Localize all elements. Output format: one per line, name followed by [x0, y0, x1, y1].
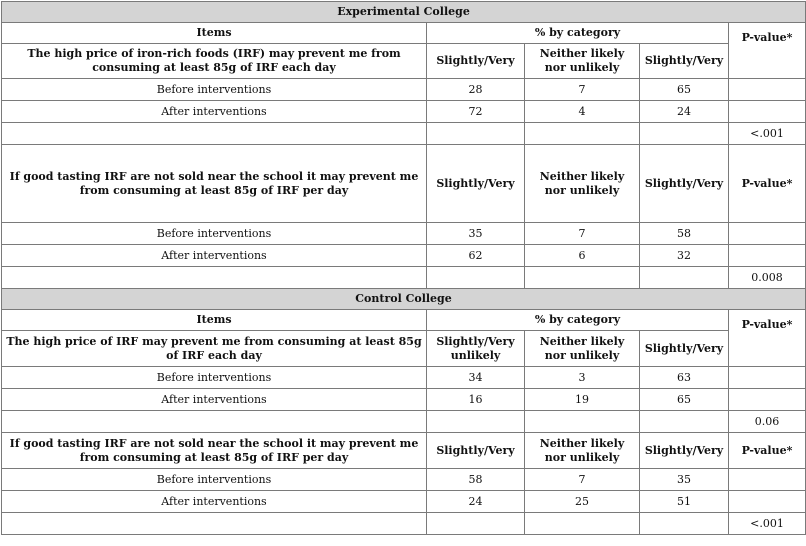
empty-cell: [2, 123, 427, 145]
value-cell: 7: [525, 223, 640, 245]
value-cell: 65: [640, 79, 729, 101]
row-label: Before interventions: [2, 79, 427, 101]
value-cell: 4: [525, 101, 640, 123]
row-label: Before interventions: [2, 469, 427, 491]
value-cell: 62: [427, 245, 525, 267]
empty-cell: [525, 513, 640, 535]
empty-cell: [525, 267, 640, 289]
table-row: [2, 79, 806, 101]
empty-cell: [729, 101, 806, 123]
category-slightly-very: Slightly/Very: [427, 433, 525, 469]
value-cell: 72: [427, 101, 525, 123]
category-neither: Neither likely nor unlikely: [525, 44, 640, 79]
value-cell: 58: [640, 223, 729, 245]
table-row: [2, 367, 806, 389]
empty-cell: [2, 411, 427, 433]
empty-cell: [427, 513, 525, 535]
table-row: [2, 389, 806, 411]
value-cell: 25: [525, 491, 640, 513]
pvalue-cell: 0.008: [729, 267, 806, 289]
value-cell: 35: [427, 223, 525, 245]
table-row: [2, 491, 806, 513]
row-label: After interventions: [2, 491, 427, 513]
control-section-title: Control College: [2, 289, 806, 310]
empty-cell: [729, 491, 806, 513]
empty-cell: [640, 513, 729, 535]
value-cell: 51: [640, 491, 729, 513]
category-neither: Neither likely nor unlikely: [525, 331, 640, 367]
value-cell: 65: [640, 389, 729, 411]
value-cell: 24: [640, 101, 729, 123]
results-table: [1, 1, 806, 535]
empty-cell: [729, 389, 806, 411]
value-cell: 3: [525, 367, 640, 389]
empty-cell: [640, 411, 729, 433]
items-header: Items: [2, 310, 427, 331]
items-header: Items: [2, 23, 427, 44]
empty-cell: [729, 367, 806, 389]
category-neither: Neither likely nor unlikely: [525, 145, 640, 223]
empty-cell: [525, 411, 640, 433]
value-cell: 7: [525, 79, 640, 101]
category-neither: Neither likely nor unlikely: [525, 433, 640, 469]
value-cell: 24: [427, 491, 525, 513]
value-cell: 28: [427, 79, 525, 101]
question-cell: The high price of iron-rich foods (IRF) may prevent me from consuming at least 85g of IRF each day: [2, 44, 427, 79]
value-cell: 63: [640, 367, 729, 389]
value-cell: 19: [525, 389, 640, 411]
question-cell: The high price of IRF may prevent me from consuming at least 85g of IRF each day: [2, 331, 427, 367]
category-slightly-very: Slightly/Very: [640, 44, 729, 79]
table-row: [2, 469, 806, 491]
empty-cell: [525, 123, 640, 145]
pvalue-header: P-value*: [729, 433, 806, 469]
row-label: After interventions: [2, 389, 427, 411]
pvalue-header: P-value*: [729, 310, 806, 367]
empty-cell: [2, 267, 427, 289]
category-slightly-very: Slightly/Very: [640, 331, 729, 367]
pvalue-header: P-value*: [729, 145, 806, 223]
value-cell: 58: [427, 469, 525, 491]
category-slightly-very: Slightly/Very: [640, 433, 729, 469]
empty-cell: [640, 267, 729, 289]
row-label: After interventions: [2, 245, 427, 267]
pvalue-header: P-value*: [729, 23, 806, 79]
empty-cell: [2, 513, 427, 535]
value-cell: 7: [525, 469, 640, 491]
table-row: [2, 223, 806, 245]
empty-cell: [729, 79, 806, 101]
empty-cell: [427, 123, 525, 145]
question-cell: If good tasting IRF are not sold near the school it may prevent me from consuming at least 85g of IRF per day: [2, 145, 427, 223]
value-cell: 6: [525, 245, 640, 267]
empty-cell: [427, 267, 525, 289]
category-slightly-very: Slightly/Very: [427, 44, 525, 79]
table-row: [2, 101, 806, 123]
question-cell: If good tasting IRF are not sold near the school it may prevent me from consuming at least 85g of IRF per day: [2, 433, 427, 469]
value-cell: 35: [640, 469, 729, 491]
row-label: After interventions: [2, 101, 427, 123]
table-row: [2, 245, 806, 267]
category-header: % by category: [427, 23, 729, 44]
empty-cell: [640, 123, 729, 145]
empty-cell: [729, 469, 806, 491]
category-slightly-very-unlikely: Slightly/Very unlikely: [427, 331, 525, 367]
category-slightly-very: Slightly/Very: [640, 145, 729, 223]
empty-cell: [427, 411, 525, 433]
row-label: Before interventions: [2, 367, 427, 389]
category-header: % by category: [427, 310, 729, 331]
pvalue-cell: <.001: [729, 123, 806, 145]
empty-cell: [729, 245, 806, 267]
row-label: Before interventions: [2, 223, 427, 245]
value-cell: 34: [427, 367, 525, 389]
empty-cell: [729, 223, 806, 245]
category-slightly-very: Slightly/Very: [427, 145, 525, 223]
experimental-section-title: Experimental College: [2, 2, 806, 23]
pvalue-cell: <.001: [729, 513, 806, 535]
pvalue-cell: 0.06: [729, 411, 806, 433]
value-cell: 16: [427, 389, 525, 411]
value-cell: 32: [640, 245, 729, 267]
